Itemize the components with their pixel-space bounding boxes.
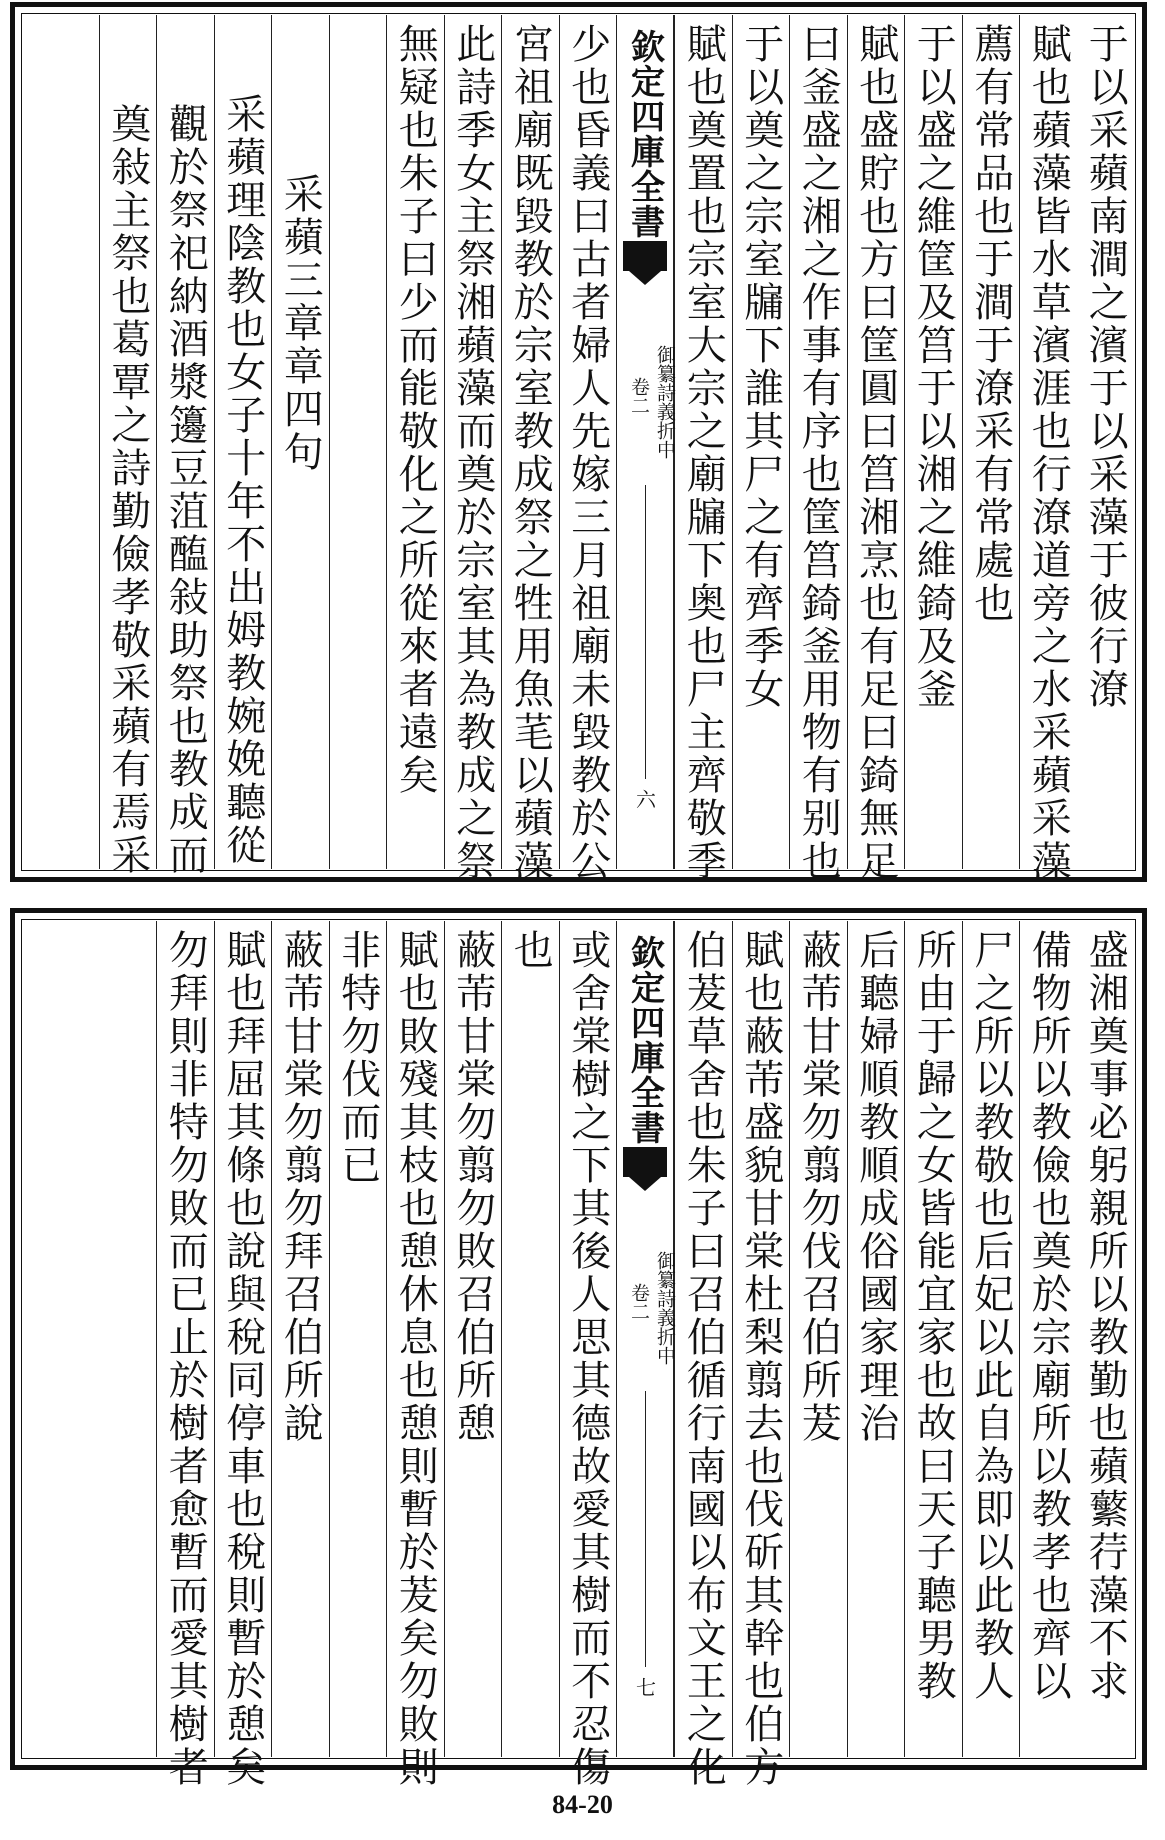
text-column <box>559 921 617 1789</box>
left-col-6: 采蘋三章章四句 <box>277 173 324 474</box>
right-col-3: 尸之所以教敬也后妃以此自為即以此教人 <box>967 929 1014 1703</box>
right-col-7: 賦也蔽芾盛貌甘棠杜梨翦去也伐斫其幹也伯方 <box>737 929 784 1789</box>
lower-page <box>10 908 1147 1789</box>
text-column <box>732 921 790 1789</box>
text-column <box>732 15 790 869</box>
folio-number: 84-20 <box>552 1790 613 1819</box>
right-col-4: 于以盛之維筐及筥于以湘之維錡及釜 <box>910 23 957 711</box>
text-column <box>1019 921 1077 1757</box>
text-column <box>847 921 905 1757</box>
text-column <box>386 921 444 1789</box>
text-column <box>501 921 559 1757</box>
right-col-1: 于以采蘋南澗之濱于以采藻于彼行潦 <box>1082 23 1129 711</box>
fish-tail-mark-icon <box>623 1147 667 1177</box>
book-title: 欽定四庫全書 <box>624 935 665 1145</box>
left-col-5: 非特勿伐而已 <box>334 929 381 1187</box>
left-col-7: 采蘋理陰教也女子十年不出姆教婉娩聽從 <box>219 93 266 867</box>
upper-columns <box>23 15 1134 883</box>
center-gutter <box>616 921 674 1757</box>
right-col-6: 蔽芾甘棠勿翦勿伐召伯所茇 <box>795 929 842 1445</box>
left-col-1: 少也昏義曰古者婦人先嫁三月祖廟未毀教於公 <box>564 23 611 883</box>
left-col-4: 賦也敗殘其枝也憩休息也憩則暫於茇矣勿敗則 <box>392 929 439 1789</box>
text-column <box>501 15 559 883</box>
text-column <box>444 15 502 883</box>
text-column <box>962 15 1020 869</box>
upper-page <box>10 2 1147 882</box>
right-col-7: 于以奠之宗室牖下誰其尸之有齊季女 <box>737 23 784 711</box>
text-column <box>559 15 617 883</box>
right-col-2: 備物所以教儉也奠於宗廟所以教孝也齊以 <box>1025 929 1072 1703</box>
text-column <box>962 921 1020 1757</box>
left-col-8: 觀於祭祀納酒漿籩豆菹醢敍助祭也教成而 <box>162 103 209 877</box>
left-col-2: 宮祖廟既毀教於宗室教成祭之牲用魚芼以蘋藻 <box>507 23 554 883</box>
text-column <box>386 15 444 869</box>
right-col-3: 薦有常品也于澗于潦采有常處也 <box>967 23 1014 625</box>
right-col-6: 曰釜盛之湘之作事有序也筐筥錡釜用物有别也 <box>795 23 842 883</box>
right-col-2: 賦也蘋藻皆水草濱涯也行潦道旁之水采蘋采藻 <box>1025 23 1072 883</box>
text-column <box>1077 921 1135 1757</box>
left-col-2: 也 <box>507 929 554 972</box>
leaf-number: 六 <box>632 789 657 809</box>
volume-label: 卷二 <box>628 377 650 415</box>
left-col-8: 勿拜則非特勿敗而已止於樹者愈暫而愛其樹者 <box>162 929 209 1789</box>
text-column <box>329 15 387 869</box>
volume-label: 卷二 <box>628 1283 650 1321</box>
left-col-1: 或舍棠樹之下其後人思其德故愛其樹而不忍傷 <box>564 929 611 1789</box>
text-column <box>329 921 387 1757</box>
text-column <box>214 921 272 1789</box>
right-col-8: 伯茇草舍也朱子曰召伯循行南國以布文王之化 <box>680 929 727 1789</box>
text-column <box>847 15 905 883</box>
text-column <box>789 15 847 883</box>
text-column <box>271 15 329 869</box>
right-col-4: 所由于歸之女皆能宜家也故曰天子聽男教 <box>910 929 957 1703</box>
text-column <box>1019 15 1077 883</box>
left-col-9: 奠敍主祭也葛覃之詩勤儉孝敬采蘋有焉采 <box>104 103 151 877</box>
text-column <box>904 15 962 869</box>
leaf-number: 七 <box>632 1677 657 1697</box>
left-col-6: 蔽芾甘棠勿翦勿拜召伯所說 <box>277 929 324 1445</box>
book-subtitle: 御纂詩義折中 <box>654 345 676 459</box>
left-col-4: 無疑也朱子曰少而能敬化之所從來者遠矣 <box>392 23 439 797</box>
gutter-rule <box>645 1391 646 1667</box>
book-title: 欽定四庫全書 <box>624 29 665 239</box>
center-gutter <box>616 15 674 869</box>
right-col-5: 后聽婦順教順成俗國家理治 <box>852 929 899 1445</box>
right-col-1: 盛湘奠事必躬親所以教勤也蘋蘩荇藻不求 <box>1082 929 1129 1703</box>
text-column <box>156 15 214 877</box>
lower-columns <box>23 921 1134 1789</box>
gutter-rule <box>645 485 646 779</box>
text-column <box>904 921 962 1757</box>
left-col-3: 此詩季女主祭湘蘋藻而奠於宗室其為教成之祭 <box>449 23 496 883</box>
text-column <box>1077 15 1135 869</box>
text-column <box>444 921 502 1757</box>
right-col-8: 賦也奠置也宗室大宗之廟牖下奥也尸主齊敬季 <box>680 23 727 883</box>
text-column <box>156 921 214 1789</box>
text-column <box>214 15 272 869</box>
fish-tail-mark-icon <box>623 241 667 271</box>
book-subtitle: 御纂詩義折中 <box>654 1251 676 1365</box>
text-column <box>674 921 732 1789</box>
text-column <box>99 15 157 877</box>
text-column <box>789 921 847 1757</box>
left-col-7: 賦也拜屈其條也說與稅同停車也稅則暫於憩矣 <box>219 929 266 1789</box>
text-column <box>271 921 329 1757</box>
text-column <box>674 15 732 883</box>
left-col-3: 蔽芾甘棠勿翦勿敗召伯所憩 <box>449 929 496 1445</box>
right-col-5: 賦也盛貯也方曰筐圓曰筥湘烹也有足曰錡無足 <box>852 23 899 883</box>
